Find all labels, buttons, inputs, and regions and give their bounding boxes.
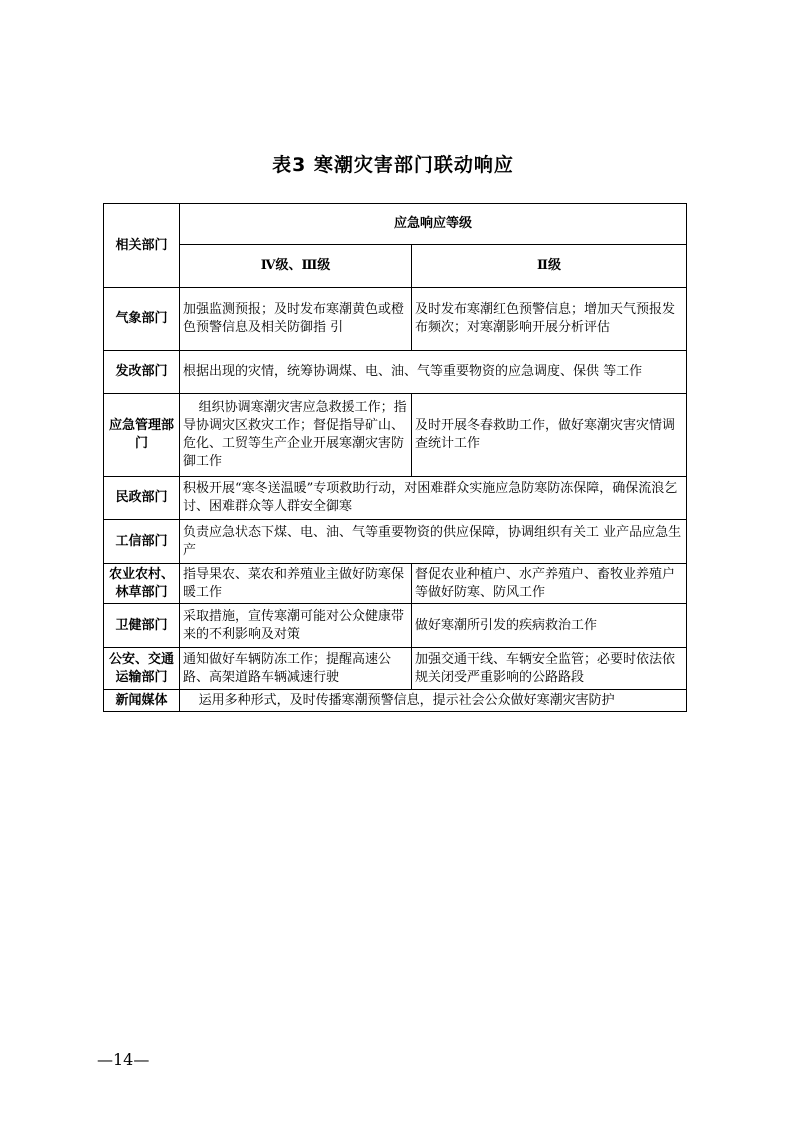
dept-header: 相关部门 [104,204,180,288]
level-2-cell: 督促农业种植户、水产养殖户、畜牧业养殖户等做好防寒、防风工作 [412,564,687,604]
merged-cell: 根据出现的灾情，统筹协调煤、电、油、气等重要物资的应急调度、保供 等工作 [180,351,687,394]
dept-cell: 民政部门 [104,477,180,520]
dept-cell: 气象部门 [104,288,180,351]
level-col-2: Ⅱ级 [412,245,687,288]
level-header: 应急响应等级 [180,204,687,245]
merged-cell: 负责应急状态下煤、电、油、气等重要物资的供应保障，协调组织有关工 业产品应急生产 [180,520,687,564]
dept-cell: 工信部门 [104,520,180,564]
level-1-cell: 组织协调寒潮灾害应急救援工作；指导协调灾区救灾工作；督促指导矿山、危化、工贸等生产企业开展寒潮灾害防御工作 [180,394,412,477]
table-row [104,604,687,648]
dept-cell: 农业农村、林草部门 [104,564,180,604]
level-2-cell: 加强交通干线、车辆安全监管；必要时依法依规关闭受严重影响的公路路段 [412,648,687,690]
dept-cell: 应急管理部门 [104,394,180,477]
table-row [104,351,687,394]
dept-cell: 卫健部门 [104,604,180,648]
level-2-cell: 及时开展冬春救助工作，做好寒潮灾害灾情调查统计工作 [412,394,687,477]
table-row [104,520,687,564]
level-1-cell: 加强监测预报；及时发布寒潮黄色或橙色预警信息及相关防御指 引 [180,288,412,351]
dept-cell: 发改部门 [104,351,180,394]
dept-cell: 新闻媒体 [104,690,180,712]
table-row [104,288,687,351]
table-row [104,564,687,604]
level-2-cell: 做好寒潮所引发的疾病救治工作 [412,604,687,648]
level-2-cell: 及时发布寒潮红色预警信息；增加天气预报发布频次；对寒潮影响开展分析评估 [412,288,687,351]
dept-cell: 公安、交通运输部门 [104,648,180,690]
response-table [103,203,687,712]
level-1-cell: 采取措施，宣传寒潮可能对公众健康带来的不利影响及对策 [180,604,412,648]
merged-cell: 运用多种形式，及时传播寒潮预警信息，提示社会公众做好寒潮灾害防护 [180,690,687,712]
table-row [104,477,687,520]
merged-cell: 积极开展“寒冬送温暖”专项救助行动，对困难群众实施应急防寒防冻保障，确保流浪乞讨、困难群众等人群安全御寒 [180,477,687,520]
level-col-1: Ⅳ级、Ⅲ级 [180,245,412,288]
level-1-cell: 通知做好车辆防冻工作；提醒高速公路、高架道路车辆减速行驶 [180,648,412,690]
page-number: —14— [97,1050,150,1069]
table-title: 表3 寒潮灾害部门联动响应 [272,154,514,176]
table-row [104,394,687,477]
table-row [104,648,687,690]
table-row [104,690,687,712]
level-1-cell: 指导果农、菜农和养殖业主做好防寒保暖工作 [180,564,412,604]
